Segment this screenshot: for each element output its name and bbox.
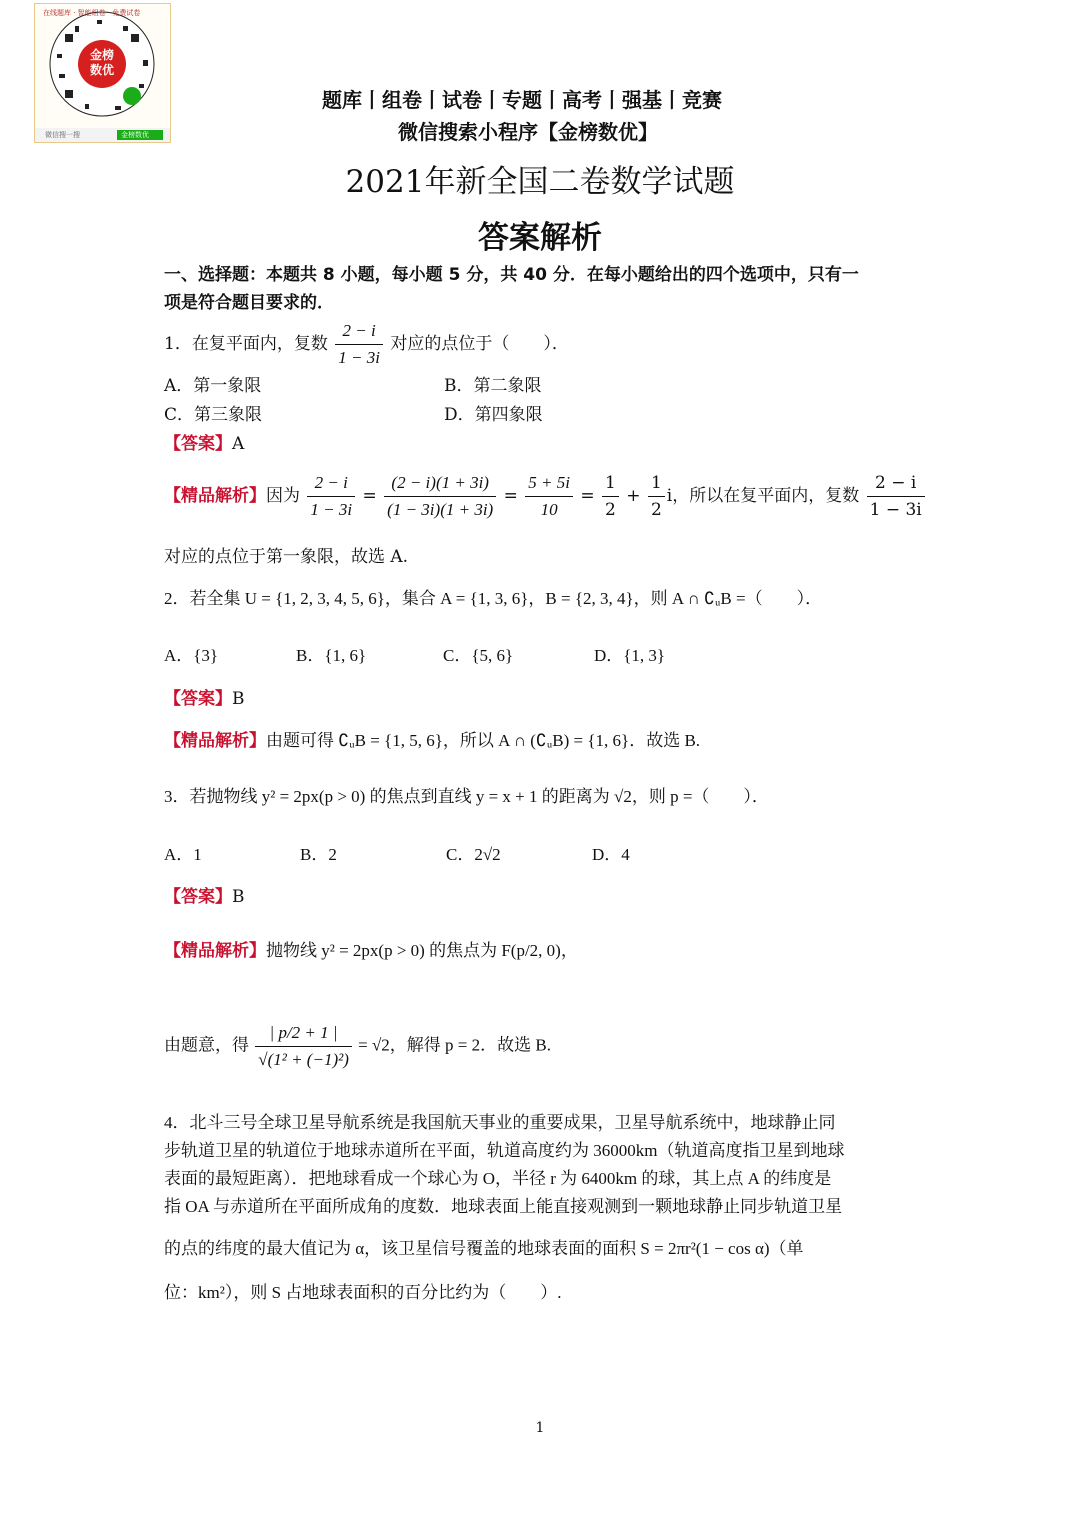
question-4-line-1: 4．北斗三号全球卫星导航系统是我国航天事业的重要成果，卫星导航系统中，地球静止同 [164,1113,836,1132]
question-4-line-5: 的点的纬度的最大值记为 α，该卫星信号覆盖的地球表面的面积 S = 2πr²(1 − cos α)（单 [164,1239,804,1258]
logo-footer-right: 金榜数优 [121,131,149,139]
q1-explanation: 【精品解析】因为 $\frac{2 - i}{1 - 3i}$ = $\frac{(2 - i)(1 + 3i)}{(1 - 3i)(1 + 3i)}$ = $\frac{5 + 5i}{10}$ = $\frac{1}{2}$ + $\frac{1}{2}$ i，所以在复平面内，复数 $\frac{2 - i}{1 - 3i}$ [164,470,927,523]
logo-badge-line2: 数优 [89,63,114,77]
question-2-stem: 2．若全集 U = {1, 2, 3, 4, 5, 6}，集合 A = {1, 3, 6}，B = {2, 3, 4}，则 A ∩ ∁ᵤB =（ ）． [164,589,823,608]
header-search: 微信搜索小程序【金榜数优】 [398,120,658,144]
question-4-line-6: 位：km²），则 S 占地球表面积的百分比约为（ ）. [164,1283,562,1302]
header-nav: 题库丨组卷丨试卷丨专题丨高考丨强基丨竞赛 [322,88,722,112]
q3-answer: 【答案】B [164,887,245,907]
logo-badge-line1: 金榜 [89,48,114,62]
q1-option-b: B．第二象限 [444,376,542,396]
question-4-line-2: 步轨道卫星的轨道位于地球赤道所在平面，轨道高度约为 36000km（轨道高度指卫星到地球 [164,1141,845,1160]
q3-option-b: B．2 [300,845,337,864]
question-3-stem: 3．若抛物线 y² = 2px(p > 0) 的焦点到直线 y = x + 1 的距离为 √2，则 p =（ ）． [164,787,769,806]
q3-explanation-2: 由题意，得 $\frac{| p/2 + 1 |}{\text{√(1² + (−1)²)}}$ = √2，解得 p = 2．故选 B. [164,1020,551,1073]
q1-option-a: A．第一象限 [164,376,262,396]
section-heading: 一、选择题：本题共 8 小题，每小题 5 分，共 40 分．在每小题给出的四个选项中，只有一 [164,265,859,285]
question-4-line-4: 指 OA 与赤道所在平面所成角的度数．地球表面上能直接观测到一颗地球静止同步轨道卫星 [164,1197,843,1216]
q1-option-d: D．第四象限 [444,405,543,425]
q2-option-c: C．{5, 6} [443,646,514,665]
q1-answer: 【答案】A [164,434,245,454]
q3-option-c: C．2√2 [446,845,501,864]
q3-explanation: 【精品解析】抛物线 y² = 2px(p > 0) 的焦点为 F(p/2, 0)， [164,941,578,961]
q2-option-a: A．{3} [164,646,219,665]
question-1-stem: 1．在复平面内，复数 $\frac{2 - i}{1 - 3i}$ 对应的点位于（ ）． [164,318,569,371]
q2-answer: 【答案】B [164,689,245,709]
q1-explanation-end: 对应的点位于第一象限，故选 A. [164,547,409,567]
question-4-line-3: 表面的最短距离）．把地球看成一个球心为 O，半径 r 为 6400km 的球，其上点 A 的纬度是 [164,1169,832,1188]
section-heading-cont: 项是符合题目要求的． [164,293,334,313]
q2-option-d: D．{1, 3} [594,646,666,665]
q2-explanation: 【精品解析】由题可得 ∁ᵤB = {1, 5, 6}，所以 A ∩ (∁ᵤB) = {1, 6}．故选 B. [164,731,701,751]
q2-option-b: B．{1, 6} [296,646,367,665]
q3-option-d: D．4 [592,845,630,864]
logo-qr-code [34,3,171,143]
q3-option-a: A．1 [164,845,202,864]
q1-option-c: C．第三象限 [164,405,263,425]
page-number: 1 [535,1420,545,1436]
page-subtitle: 答案解析 [478,220,602,256]
page-title: 2021年新全国二卷数学试题 [345,164,735,200]
logo-ring-text: 在线题库 · 智能组卷 · 免费试卷 [43,9,141,17]
logo-footer-left: 微信搜一搜 [45,131,80,139]
